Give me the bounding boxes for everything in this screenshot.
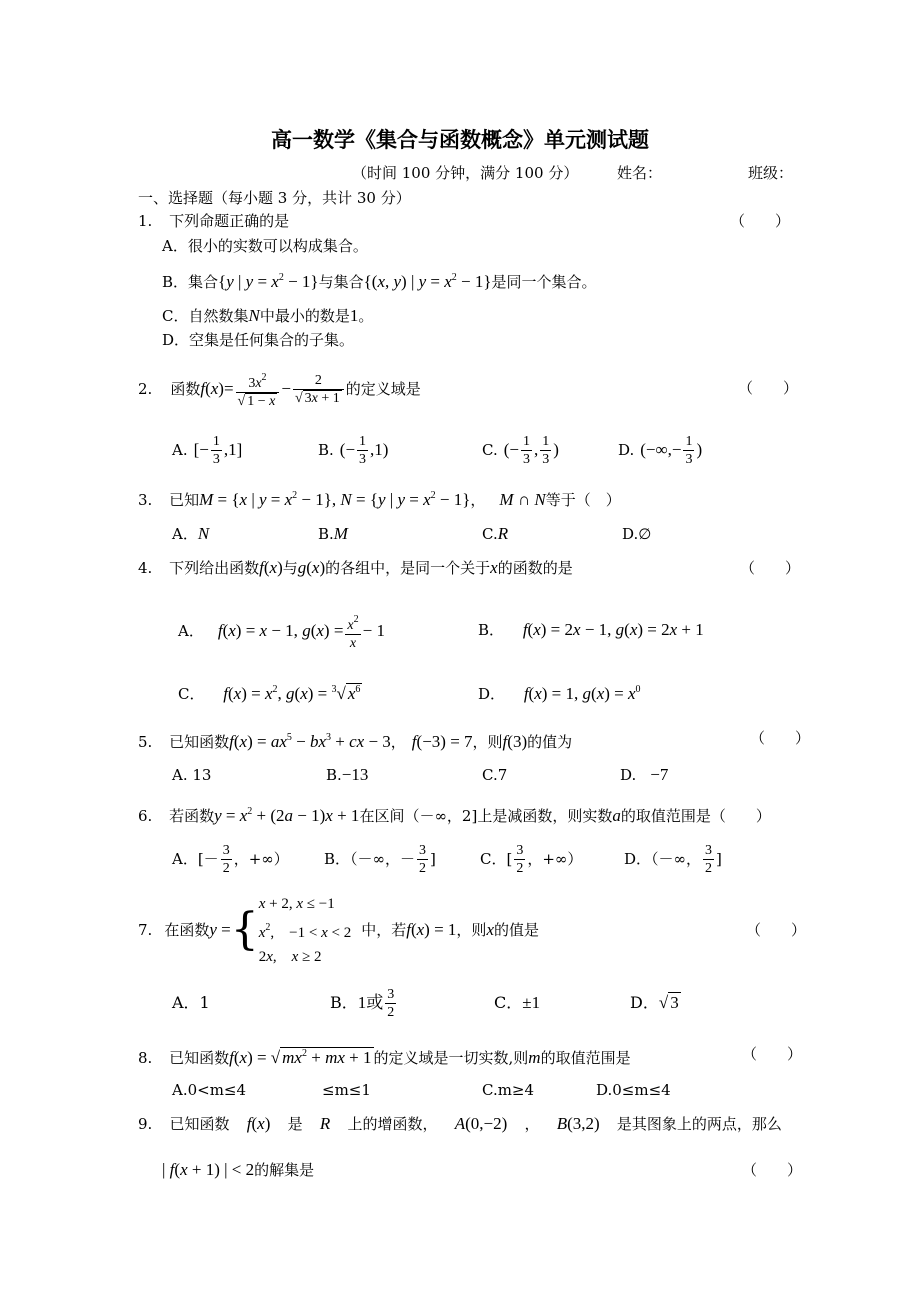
q2-option-b: B. (− $\frac{1}{3}$ ,1) [318, 433, 389, 467]
q1-option-a: A．很小的实数可以构成集合。 [162, 237, 368, 255]
section-heading: 一、选择题（每小题 3 分，共计 30 分） [138, 189, 411, 207]
q3-option-d: D.∅ [622, 525, 652, 543]
question-9-stem: 9. 已知函数 f(x) 是 R 上的增函数， A(0,−2) ， B(3,2) 是其图象上的两点，那么 [138, 1114, 782, 1133]
q7-option-d: D．√ 3 [630, 993, 679, 1012]
q5-option-c: C.7 [482, 766, 508, 784]
q7-option-a: A．1 [172, 993, 210, 1012]
answer-bracket: （ ） [742, 1045, 803, 1063]
q6-option-a: A．[－ $\frac{3}{2}$ ，+∞） [172, 842, 289, 876]
class-label: 班级： [748, 164, 794, 182]
q2-option-c: C. (− $\frac{1}{3}$ , $\frac{1}{3}$ ) [482, 433, 559, 467]
q8-option-d: D.0≤m≤4 [596, 1081, 671, 1099]
q3-option-b: B.M [318, 524, 348, 543]
question-8-stem: 8. 已知函数f(x) = √ $mx^2$ + mx + 1 的定义域是一切实数,则m的取值范围是 [138, 1048, 631, 1067]
q5-option-a: A. 13 [172, 766, 212, 784]
q8-option-a: A.0<m≤4 [172, 1081, 247, 1099]
q6-option-b: B．（－∞，－ $\frac{3}{2}$ ] [324, 842, 436, 876]
question-3-stem: 3. 已知M = {x | $y = x^2 - 1$}, N = {y | $y = x^2 - 1$}， M ∩ N等于（ ） [138, 490, 621, 509]
q4-option-b: B． f(x) = 2x − 1, g(x) = 2x + 1 [478, 620, 704, 639]
answer-bracket: （ ） [740, 559, 801, 577]
q5-option-b: B.−13 [326, 765, 369, 784]
answer-bracket: （ ） [738, 379, 799, 397]
q4-option-c: C． $f(x) = x^2$, g(x) = $^3$√ $x^6$ [178, 684, 361, 703]
question-6-stem: 6. 若函数$y = x^2 + (2a - 1)x + 1$在区间（－∞，2]上是减函数，则实数a的取值范围是（ ） [138, 806, 771, 825]
q5-option-d: D. −7 [620, 765, 669, 784]
q6-option-c: C．[ $\frac{3}{2}$ ，+∞） [480, 842, 583, 876]
time-info: （时间 100 分钟，满分 100 分） [352, 164, 579, 182]
q8-option-b: ≤m≤1 [322, 1081, 371, 1099]
q1-option-c: C．自然数集N中最小的数是1。 [162, 306, 374, 325]
answer-bracket: （ ） [730, 212, 791, 230]
answer-bracket: （ ） [742, 1161, 803, 1179]
q2-option-a: A. [− $\frac{1}{3}$ ,1] [172, 433, 243, 467]
q1-option-b: B．集合{y | $y = x^2 - 1$}与集合{(x, y) | $y = x^2 - 1$}是同一个集合。 [162, 272, 597, 291]
question-1-stem [138, 211, 289, 231]
question-9-line2: | f(x + 1) | < 2的解集是 [162, 1160, 315, 1179]
question-7-stem: 7. 在函数 y = { x + 2, x ≤ −1 $x^2$, −1 < x < 2 2x, x ≥ 2 中，若 f(x) = 1 ，则 x 的值是 [138, 895, 539, 965]
q2-option-d: D. (−∞,− $\frac{1}{3}$ ) [618, 433, 703, 467]
question-2-stem: 2. 函数 f(x)= $\frac{3x^2}{√ 1 - x}$ − $\frac{2}{√ 3x + 1}$ 的定义域是 [138, 370, 421, 408]
question-5-stem: 5. 已知函数$f(x) = ax^5 - bx^3$ + cx − 3， f(−3) = 7，则f(3)的值为 [138, 732, 573, 751]
question-number: 1. [138, 212, 153, 230]
q4-option-a: A． f(x) = x − 1, g(x) = $\frac{x^2}{x}$ − 1 [178, 607, 385, 655]
page-title: 高一数学《集合与函数概念》单元测试题 [271, 127, 649, 152]
q7-option-b: B． 1或 $\frac{3}{2}$ [330, 986, 395, 1020]
q7-option-c: C．±1 [494, 993, 541, 1012]
question-4-stem: 4. 下列给出函数f(x)与g(x)的各组中，是同一个关于x的函数的是 [138, 558, 573, 577]
q6-option-d: D．（－∞， $\frac{3}{2}$ ] [624, 842, 722, 876]
answer-bracket: （ ） [750, 729, 811, 747]
q1-option-d: D．空集是任何集合的子集。 [162, 331, 355, 349]
q8-option-c: C.m≥4 [482, 1081, 535, 1099]
name-label: 姓名： [617, 164, 663, 182]
q4-option-d: D． f(x) = 1, $g(x) = x^0$ [478, 684, 641, 703]
q3-option-a: A．N [172, 524, 210, 543]
q3-option-c: C.R [482, 524, 509, 543]
question-text: 下列命题正确的是 [169, 212, 290, 230]
answer-bracket: （ ） [746, 921, 807, 939]
